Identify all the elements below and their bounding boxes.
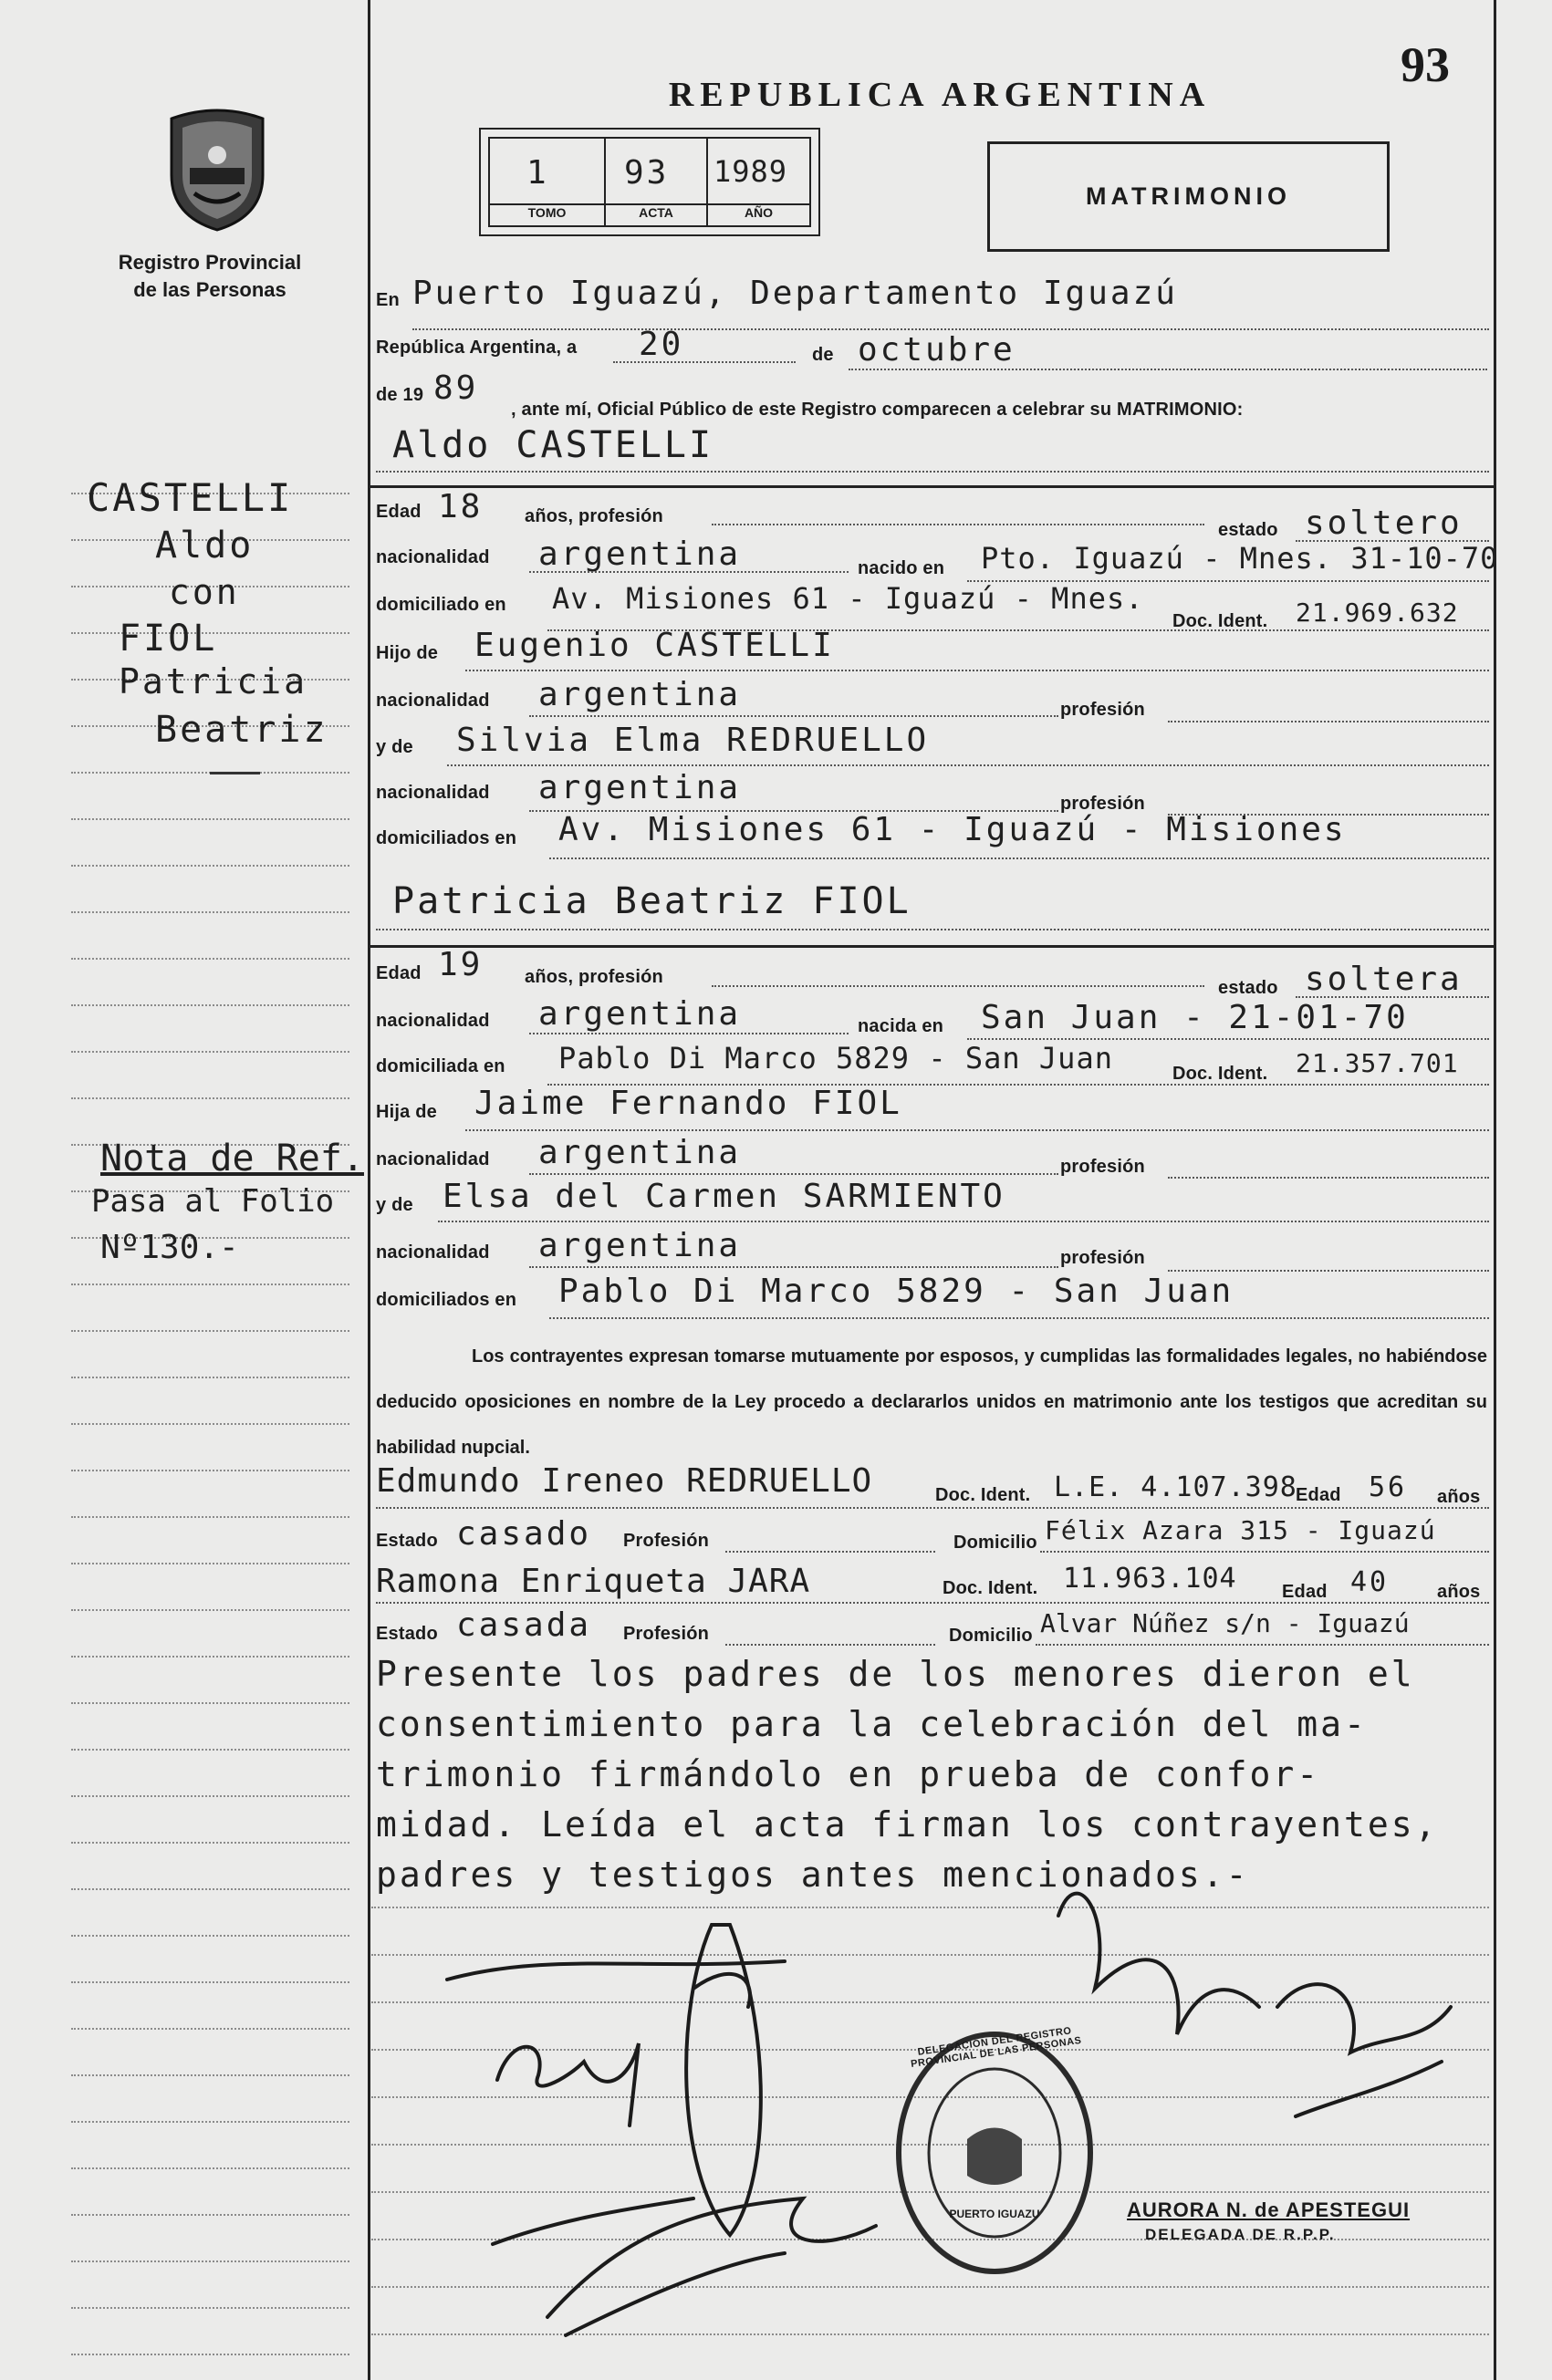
acta-value: 93: [624, 154, 670, 192]
bride-anos-profesion-label: años, profesión: [525, 967, 663, 987]
tomo-value: 1: [526, 154, 549, 192]
bride-doc: 21.357.701: [1296, 1048, 1459, 1078]
witness1-estado-label: Estado: [376, 1531, 438, 1551]
witness2-status: casada: [456, 1606, 592, 1644]
bride-mother-nationality: argentina: [538, 1227, 742, 1264]
bride-age: 19: [438, 946, 484, 983]
bride-estado-label: estado: [1218, 978, 1278, 998]
marriage-place: Puerto Iguazú, Departamento Iguazú: [412, 275, 1178, 312]
marriage-day: 20: [639, 326, 684, 363]
bride-father-nationality-label: nacionalidad: [376, 1149, 490, 1169]
marriage-month: octubre: [858, 331, 1016, 369]
bride-and-of-label: y de: [376, 1195, 413, 1215]
bride-domicile-label: domiciliada en: [376, 1056, 505, 1076]
witness1-age: 56: [1369, 1471, 1408, 1503]
groom-born-label: nacido en: [858, 558, 945, 578]
officer-name: AURORA N. de APESTEGUI: [1127, 2198, 1411, 2221]
witness2-age: 40: [1350, 1566, 1390, 1598]
bride-father-nationality: argentina: [538, 1134, 742, 1171]
groom-status: soltero: [1305, 504, 1463, 542]
bride-mother: Elsa del Carmen SARMIENTO: [443, 1178, 1005, 1215]
stamp-city: PUERTO IGUAZU: [949, 2208, 1040, 2220]
tomo-label: TOMO: [490, 203, 604, 220]
bride-parents-domicile-label: domiciliados en: [376, 1290, 517, 1310]
signature-bride: [497, 2043, 639, 2125]
margin-ref-note: Nota de Ref.: [100, 1138, 364, 1180]
witness2-anos-label: años: [1437, 1582, 1481, 1602]
groom-anos-profesion-label: años, profesión: [525, 506, 663, 526]
margin-surname-1: CASTELLI: [87, 475, 294, 520]
witness1-domicile-label: Domicilio: [953, 1533, 1037, 1553]
en-label: En: [376, 290, 400, 310]
declaration-paragraph: Los contrayentes expresan tomarse mutuamente por esposos, y cumplidas las formalidades legales, no habiéndose deducido oposiciones en nombre de la Ley procedo a declararlos unidos en matrimonio ante los testigos que acreditan su habilidad nupcial.: [376, 1346, 1487, 1458]
groom-mother: Silvia Elma REDRUELLO: [456, 722, 930, 759]
ano-value: 1989: [714, 154, 788, 189]
bride-father: Jaime Fernando FIOL: [474, 1085, 902, 1122]
witness1-age-label: Edad: [1296, 1485, 1341, 1505]
registry-name-line1: Registro Provincial: [118, 251, 302, 274]
signature-groom: [493, 2198, 876, 2335]
witness1-address: Félix Azara 315 - Iguazú: [1045, 1515, 1436, 1545]
officer-title: DELEGADA DE R.P.P.: [1145, 2226, 1336, 2243]
margin-given-3: Beatriz: [155, 709, 328, 751]
groom-domicile-label: domiciliado en: [376, 595, 506, 615]
observation-line: consentimiento para la celebración del ma-: [376, 1704, 1368, 1744]
margin-given-2: Patricia: [119, 661, 308, 702]
signature-parents: [447, 1961, 785, 2007]
bride-daughter-of-label: Hija de: [376, 1102, 437, 1122]
groom-father: Eugenio CASTELLI: [474, 627, 835, 664]
groom-doc: 21.969.632: [1296, 598, 1459, 628]
witness1-profession-label: Profesión: [623, 1531, 710, 1551]
bride-age-label: Edad: [376, 963, 422, 983]
bride-mother-profession-label: profesión: [1060, 1248, 1145, 1268]
groom-father-profession-label: profesión: [1060, 700, 1145, 720]
witness2-doc-label: Doc. Ident.: [943, 1578, 1038, 1598]
witness1-status: casado: [456, 1515, 592, 1553]
groom-and-of-label: y de: [376, 737, 413, 757]
de-label: de: [812, 345, 834, 365]
bride-father-profession-label: profesión: [1060, 1157, 1145, 1177]
margin-ref-number: Nº130.-: [100, 1229, 239, 1266]
ano-label: AÑO: [708, 203, 809, 220]
official-stamp-icon: [899, 2034, 1090, 2271]
republic-label: República Argentina, a: [376, 338, 578, 358]
signature-witness-right: [1058, 1894, 1259, 2034]
page-number: 93: [1401, 37, 1450, 92]
witness1-doc-label: Doc. Ident.: [935, 1485, 1031, 1505]
witness1-doc: L.E. 4.107.398: [1054, 1471, 1297, 1503]
registry-name-line2: de las Personas: [133, 278, 286, 301]
groom-mother-profession-label: profesión: [1060, 794, 1145, 814]
witness2-name: Ramona Enriqueta JARA: [376, 1563, 811, 1600]
groom-doc-label: Doc. Ident.: [1172, 611, 1268, 631]
witness1-anos-label: años: [1437, 1487, 1481, 1507]
witness2-doc: 11.963.104: [1063, 1563, 1237, 1595]
observation-line: Presente los padres de los menores dieron el: [376, 1654, 1415, 1694]
witness2-address: Alvar Núñez s/n - Iguazú: [1040, 1608, 1410, 1638]
margin-given-1: Aldo: [155, 525, 255, 566]
witness2-age-label: Edad: [1282, 1582, 1328, 1602]
country-title: REPUBLICA ARGENTINA: [668, 76, 1212, 114]
groom-age-label: Edad: [376, 502, 422, 522]
observation-line: padres y testigos antes mencionados.-: [376, 1855, 1250, 1895]
margin-con: con: [169, 572, 240, 612]
bride-nationality-label: nacionalidad: [376, 1011, 490, 1031]
margin-surname-2: FIOL: [119, 618, 218, 660]
bride-mother-nationality-label: nacionalidad: [376, 1242, 490, 1263]
groom-son-of-label: Hijo de: [376, 643, 439, 663]
intro-statement: , ante mí, Oficial Público de este Registro comparecen a celebrar su MATRIMONIO:: [511, 400, 1244, 420]
groom-father-nationality: argentina: [538, 676, 742, 713]
groom-estado-label: estado: [1218, 520, 1278, 540]
stamp-ring-text: DELEGACION DEL REGISTRO PROVINCIAL DE LAS PERSONAS: [910, 2025, 1083, 2071]
witness1-name: Edmundo Ireneo REDRUELLO: [376, 1462, 873, 1500]
groom-nationality: argentina: [538, 535, 742, 573]
year-prefix: de 19: [376, 385, 424, 405]
witness2-domicile-label: Domicilio: [949, 1626, 1033, 1646]
bride-address: Pablo Di Marco 5829 - San Juan: [558, 1041, 1113, 1076]
bride-born-label: nacida en: [858, 1016, 944, 1036]
bride-birth: San Juan - 21-01-70: [981, 999, 1409, 1036]
witness2-estado-label: Estado: [376, 1624, 438, 1644]
groom-mother-nationality-label: nacionalidad: [376, 783, 490, 803]
groom-nationality-label: nacionalidad: [376, 547, 490, 567]
groom-name: Aldo CASTELLI: [392, 424, 714, 466]
bride-parents-address: Pablo Di Marco 5829 - San Juan: [558, 1273, 1234, 1310]
acta-label: ACTA: [606, 203, 706, 220]
groom-father-nationality-label: nacionalidad: [376, 691, 490, 711]
groom-address: Av. Misiones 61 - Iguazú - Mnes.: [552, 581, 1144, 616]
witness2-profession-label: Profesión: [623, 1624, 710, 1644]
margin-ref-folio: Pasa al Folio: [91, 1183, 335, 1220]
signature-witness-loop: [686, 1925, 761, 2235]
bride-doc-label: Doc. Ident.: [1172, 1064, 1268, 1084]
marriage-year: 89: [433, 369, 479, 407]
signature-officer: [1277, 1984, 1451, 2116]
observation-line: trimonio firmándolo en prueba de confor-: [376, 1754, 1321, 1794]
document-type-label: MATRIMONIO: [1086, 182, 1291, 210]
bride-nationality: argentina: [538, 995, 742, 1033]
groom-mother-nationality: argentina: [538, 769, 742, 806]
groom-parents-domicile-label: domiciliados en: [376, 828, 517, 848]
bride-status: soltera: [1305, 961, 1463, 998]
observation-line: midad. Leída el acta firman los contrayentes,: [376, 1804, 1439, 1845]
groom-age: 18: [438, 488, 484, 525]
groom-parents-address: Av. Misiones 61 - Iguazú - Misiones: [558, 811, 1347, 848]
groom-birth: Pto. Iguazú - Mnes. 31-10-70: [981, 541, 1499, 576]
bride-name: Patricia Beatriz FIOL: [392, 880, 911, 922]
